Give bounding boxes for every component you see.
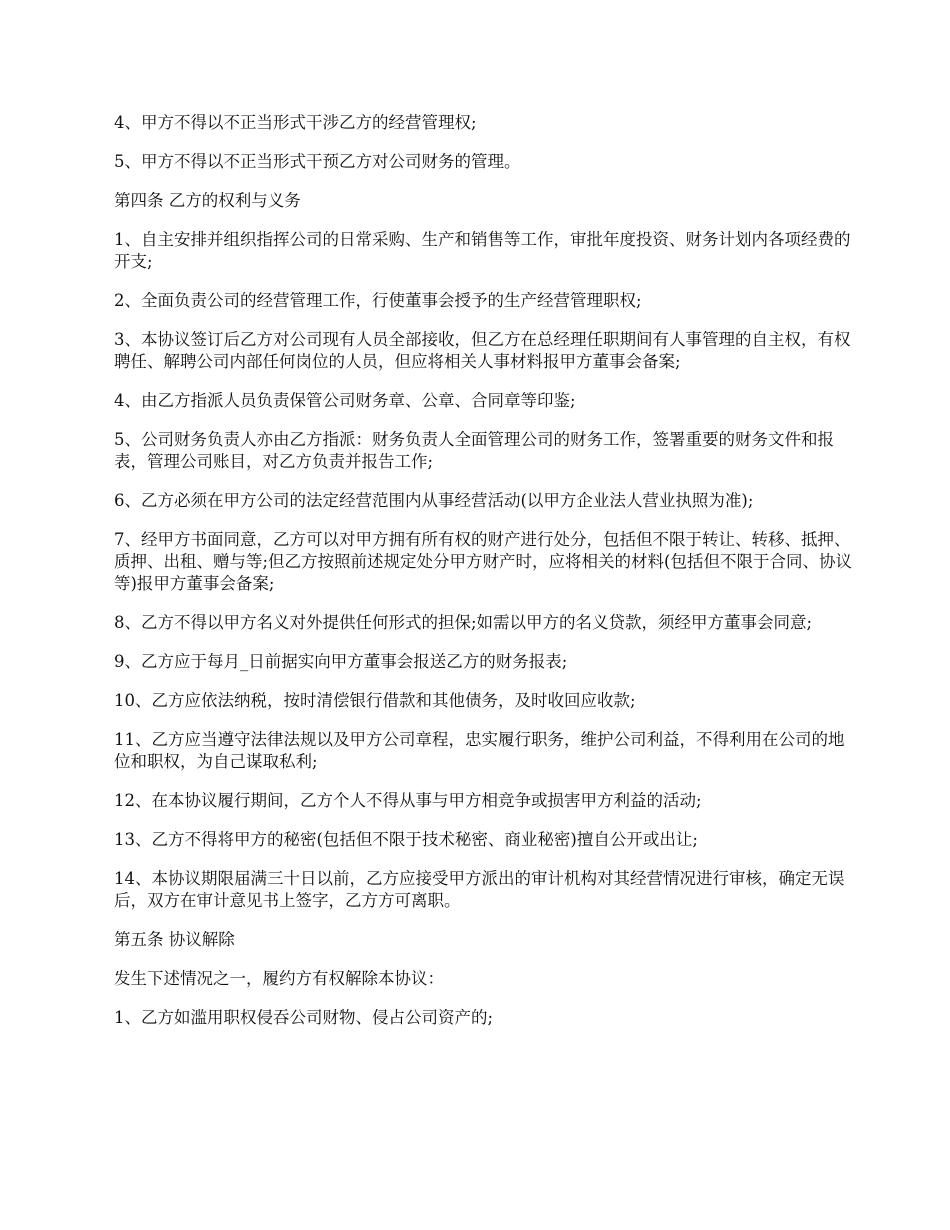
- article-4-item-11: 11、乙方应当遵守法律法规以及甲方公司章程，忠实履行职务，维护公司利益，不得利用在公司的地位和职权，为自己谋取私利;: [114, 730, 845, 771]
- article-5-intro: 发生下述情况之一，履约方有权解除本协议：: [114, 969, 444, 988]
- article-4-item-4: 4、由乙方指派人员负责保管公司财务章、公章、合同章等印鉴;: [114, 391, 576, 410]
- article-5-heading: 第五条 协议解除: [114, 930, 235, 949]
- article-4-item-1: 1、自主安排并组织指挥公司的日常采购、生产和销售等工作，审批年度投资、财务计划内各项经费的开支;: [114, 230, 851, 271]
- article-4-item-8: 8、乙方不得以甲方名义对外提供任何形式的担保;如需以甲方的名义贷款，须经甲方董事会同意;: [114, 613, 813, 632]
- article-4-item-7: 7、经甲方书面同意，乙方可以对甲方拥有所有权的财产进行处分，包括但不限于转让、转移、抵押、质押、出租、赠与等;但乙方按照前述规定处分甲方财产时，应将相关的材料(包括但不限于合同、协议等)报甲方董事会备案;: [114, 530, 852, 593]
- article-4-item-3: 3、本协议签订后乙方对公司现有人员全部接收，但乙方在总经理任职期间有人事管理的自主权，有权聘任、解聘公司内部任何岗位的人员，但应将相关人事材料报甲方董事会备案;: [114, 330, 851, 371]
- article-4-item-14: 14、本协议期限届满三十日以前，乙方应接受甲方派出的审计机构对其经营情况进行审核，确定无误后，双方在审计意见书上签字，乙方方可离职。: [114, 869, 845, 910]
- article-4-item-2: 2、全面负责公司的经营管理工作，行使董事会授予的生产经营管理职权;: [114, 291, 642, 310]
- document-body: [114, 112, 860, 1046]
- article-4-heading: 第四条 乙方的权利与义务: [114, 191, 301, 210]
- article-4-item-6: 6、乙方必须在甲方公司的法定经营范围内从事经营活动(以甲方企业法人营业执照为准);: [114, 491, 754, 510]
- article-4-item-9: 9、乙方应于每月_日前据实向甲方董事会报送乙方的财务报表;: [114, 652, 568, 671]
- article-4-item-10: 10、乙方应依法纳税，按时清偿银行借款和其他债务，及时收回应收款;: [114, 691, 636, 710]
- article-4-item-13: 13、乙方不得将甲方的秘密(包括但不限于技术秘密、商业秘密)擅自公开或出让;: [114, 830, 698, 849]
- article-4-item-12: 12、在本协议履行期间，乙方个人不得从事与甲方相竞争或损害甲方利益的活动;: [114, 791, 702, 810]
- clause-4-party-a: 4、甲方不得以不正当形式干涉乙方的经营管理权;: [114, 113, 477, 132]
- article-5-item-1: 1、乙方如滥用职权侵吞公司财物、侵占公司资产的;: [114, 1008, 494, 1027]
- clause-5-party-a: 5、甲方不得以不正当形式干预乙方对公司财务的管理。: [114, 152, 521, 171]
- article-4-item-5: 5、公司财务负责人亦由乙方指派：财务负责人全面管理公司的财务工作，签署重要的财务文件和报表，管理公司账目，对乙方负责并报告工作;: [114, 430, 834, 471]
